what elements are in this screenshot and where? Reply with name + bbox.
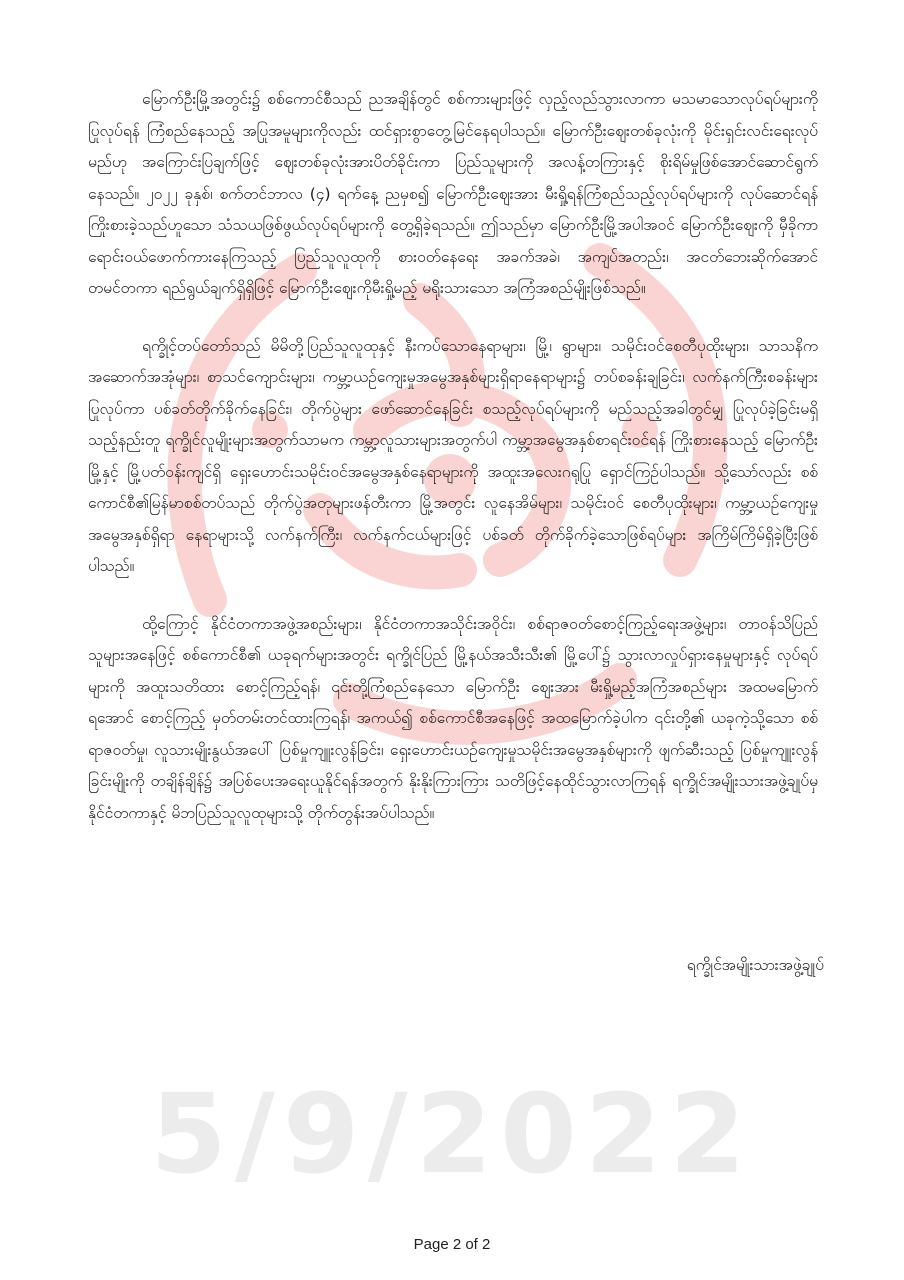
paragraph-1: မြောက်ဦးမြို့အတွင်း၌ စစ်ကောင်စီသည် ညအချိန်တွင် စစ်ကားများဖြင့် လှည့်လည်သွားလာကာ မသမာသောလုပ်ရပ်များကိုပြုလုပ်ရန် ကြံစည်နေသည့် အပြုအမူများကိုလည်း ထင်ရှားစွာတွေ့မြင်နေရပါသည်။ မြောက်ဦးဈေးတစ်ခုလုံးကို မိုင်းရှင်းလင်းရေးလုပ်မည်ဟု အကြောင်းပြချက်ဖြင့် ဈေးတစ်ခုလုံးအားပိတ်ခိုင်းကာ ပြည်သူများကို အလန့်တကြားနှင့် စိုးရိမ်မှုဖြစ်အောင်ဆောင်ရွက်နေသည်။ ၂၀၂၂ ခုနှစ်၊ စက်တင်ဘာလ (၄) ရက်နေ့ ညမှစ၍ မြောက်ဦးဈေးအား မီးရှို့ရန်ကြံစည်သည့်လုပ်ရပ်များကို လုပ်ဆောင်ရန် ကြိုးစားခဲ့သည်ဟူသော သံသယဖြစ်ဖွယ်လုပ်ရပ်များကို တွေ့ရှိခဲ့ရသည်။ ဤသည်မှာ မြောက်ဦးမြို့အပါအဝင် မြောက်ဦးဈေးကို မှီခိုကာ ရောင်းဝယ်ဖောက်ကားနေကြသည့် ပြည်သူလူထုကို စားဝတ်နေရေး အခက်အခဲ၊ အကျပ်အတည်း၊ အငတ်ဘေးဆိုက်အောင် တမင်တကာ ရည်ရွယ်ချက်ရှိရှိဖြင့် မြောက်ဦးဈေးကိုမီးရှို့မည့် မရိုးသားသော အကြံအစည်မျိုးဖြစ်သည်။ xyxy=(88,90,818,297)
paragraph-3: ထို့ကြောင့် နိုင်ငံတကာအဖွဲ့အစည်းများ၊ နိုင်ငံတကာအသိုင်းအဝိုင်း၊ စစ်ရာဇဝတ်စောင့်ကြည့်ရေးအဖွဲ့များ၊ တာဝန်သိပြည်သူများအနေဖြင့် စစ်ကောင်စီ၏ ယခုရက်များအတွင်း ရက္ခိုင်ပြည် မြို့နယ်အသီးသီး၏ မြို့ပေါ်၌ သွားလာလှုပ်ရှားနေမှုများနှင့် လုပ်ရပ်များကို အထူးသတိထား စောင့်ကြည့်ရန်၊ ၎င်းတို့ကြံစည်နေသော မြောက်ဦး ဈေးအား မီးရှို့မည့်အကြံအစည်များ အထမမြောက်ရအောင် စောင့်ကြည့် မှတ်တမ်းတင်ထားကြရန်၊ အကယ်၍ စစ်ကောင်စီအနေဖြင့် အထမြောက်ခဲ့ပါက ၎င်းတို့၏ ယခုကဲ့သို့သော စစ်ရာဇဝတ်မှု၊ လူသားမျိုးနွယ်အပေါ် ပြစ်မှုကျူးလွန်ခြင်း၊ ရှေးဟောင်းယဉ်ကျေးမှုသမိုင်းအမွေအနှစ်များကို ဖျက်ဆီးသည့် ပြစ်မှုကျူးလွန်ခြင်းမျိုးကို တချိန်ချိန်၌ အပြစ်ပေးအရေးယူနိုင်ရန်အတွက် နိုးနိုးကြားကြား သတိဖြင့်နေထိုင်သွားလာကြရန် ရက္ခိုင်အမျိုးသားအဖွဲ့ချုပ်မှ နိုင်ငံတကာနှင့် မိဘပြည်သူလူထုများသို့ တိုက်တွန်းအပ်ပါသည်။ xyxy=(88,614,818,822)
letter-body xyxy=(88,84,818,855)
date-stamp: 5/9/2022 xyxy=(150,1070,754,1198)
paragraph-2: ရက္ခိုင့်တပ်တော်သည် မိမိတို့ပြည်သူလူထုနှင့် နီးကပ်သောနေရာများ၊ မြို့၊ ရွာများ၊ သမိုင်းဝင်စေတီပုထိုးများ၊ သာသနိကအဆောက်အအုံများ၊ စာသင်ကျောင်းများ၊ ကမ္ဘာ့ယဉ်ကျေးမှုအမွေအနှစ်များရှိရာနေရာများ၌ တပ်စခန်းချခြင်း၊ လက်နက်ကြီးစခန်းများပြုလုပ်ကာ ပစ်ခတ်တိုက်ခိုက်နေခြင်း၊ တိုက်ပွဲများ ဖော်ဆောင်နေခြင်း စသည့်လုပ်ရပ်များကို မည်သည့်အခါတွင်မျှ ပြုလုပ်ခဲ့ခြင်းမရှိသည့်နည်းတူ ရက္ခိုင်လူမျိုးများအတွက်သာမက ကမ္ဘာ့လူသားများအတွက်ပါ ကမ္ဘာ့အမွေအနှစ်စာရင်းဝင်ရန် ကြိုးစားနေသည့် မြောက်ဦးမြို့နှင့် မြို့ပတ်ဝန်းကျင်ရှိ ရှေးဟောင်းသမိုင်းဝင်အမွေအနှစ်နေရာများကို အထူးအလေးဂရုပြု ရှောင်ကြဉ်ပါသည်။ သို့သော်လည်း စစ်ကောင်စီ၏မြန်မာစစ်တပ်သည် တိုက်ပွဲအတုများဖန်တီးကာ မြို့အတွင်း လူနေအိမ်များ၊ သမိုင်းဝင် စေတီပုထိုးများ၊ ကမ္ဘာ့ယဉ်ကျေးမှုအမွေအနှစ်ရှိရာ နေရာများသို့ လက်နက်ကြီး၊ လက်နက်ငယ်များဖြင့် ပစ်ခတ် တိုက်ခိုက်ခဲ့သောဖြစ်ရပ်များ အကြိမ်ကြိမ်ရှိခဲ့ပြီးဖြစ်ပါသည်။ xyxy=(88,336,818,575)
page-number: Page 2 of 2 xyxy=(413,1236,491,1253)
signature-line: ရက္ခိုင်အမျိုးသားအဖွဲ့ချုပ် xyxy=(686,956,824,974)
